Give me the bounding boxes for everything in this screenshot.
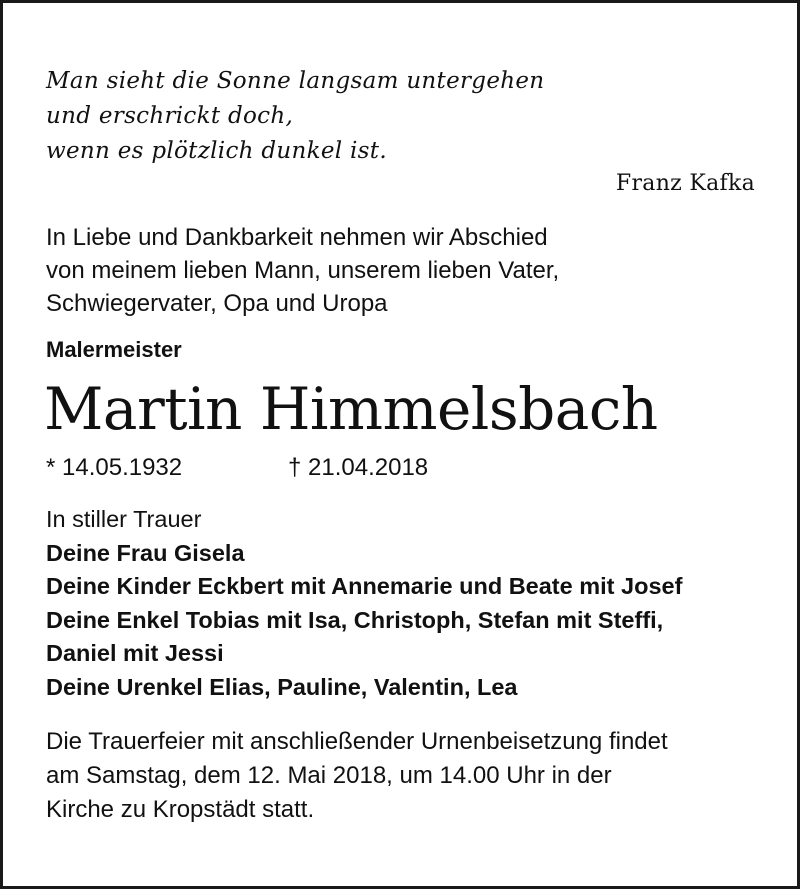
intro-line: Schwiegervater, Opa und Uropa xyxy=(46,290,388,317)
mourners-list xyxy=(46,503,766,705)
quote-line: Man sieht die Sonne langsam untergehen xyxy=(46,68,545,94)
funeral-line: am Samstag, dem 12. Mai 2018, um 14.00 Uhr in der xyxy=(46,762,612,789)
mourners-heading: In stiller Trauer xyxy=(46,506,202,532)
deceased-name: Martin Himmelsbach xyxy=(44,375,658,443)
quote-author: Franz Kafka xyxy=(615,171,755,196)
intro-line: von meinem lieben Mann, unserem lieben Vater, xyxy=(46,257,560,284)
intro-line: In Liebe und Dankbarkeit nehmen wir Abschied xyxy=(46,224,548,251)
deceased-profession: Malermeister xyxy=(46,337,182,362)
quote-line: und erschrickt doch, xyxy=(46,103,294,129)
mourner-line: Deine Kinder Eckbert mit Annemarie und Beate mit Josef xyxy=(46,573,683,600)
quote-line: wenn es plötzlich dunkel ist. xyxy=(46,138,387,164)
mourner-line: Deine Enkel Tobias mit Isa, Christoph, Stefan mit Steffi, xyxy=(46,606,664,633)
funeral-line: Die Trauerfeier mit anschließender Urnenbeisetzung findet xyxy=(46,728,668,755)
funeral-line: Kirche zu Kropstädt statt. xyxy=(46,796,315,823)
mourner-line: Deine Frau Gisela xyxy=(46,539,245,566)
birth-date: * 14.05.1932 xyxy=(46,454,183,481)
epigraph-quote xyxy=(46,64,756,169)
intro-text xyxy=(46,221,756,320)
mourner-line: Deine Urenkel Elias, Pauline, Valentin, Lea xyxy=(46,673,518,700)
mourner-line: Daniel mit Jessi xyxy=(46,640,224,667)
funeral-notice xyxy=(46,725,766,827)
death-date: † 21.04.2018 xyxy=(288,454,429,481)
